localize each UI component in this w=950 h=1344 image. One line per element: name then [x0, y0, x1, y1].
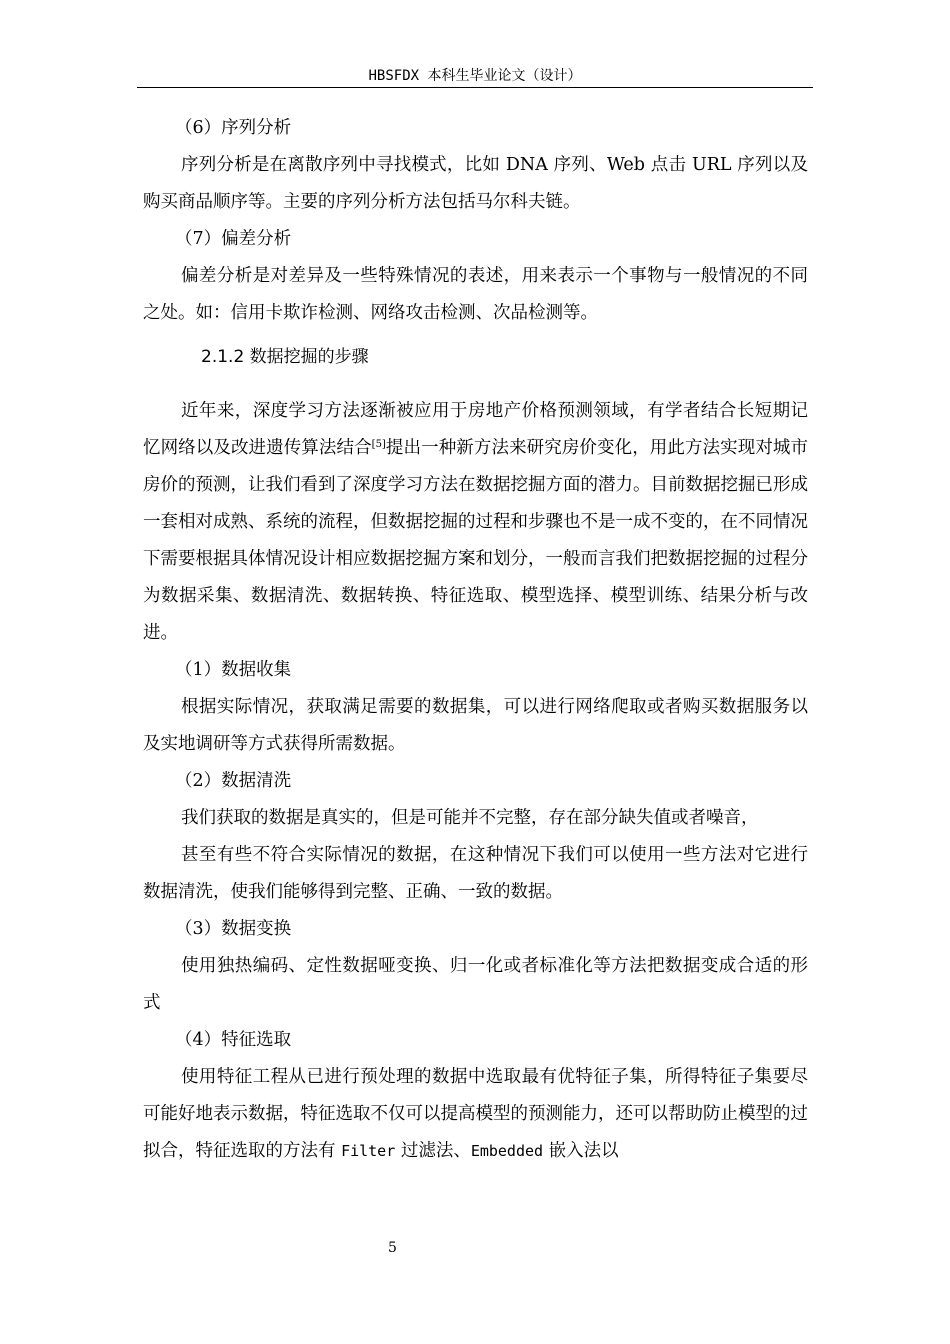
- running-header: HBSFDX 本科生毕业论文（设计）: [368, 68, 582, 84]
- paragraph-sequence: 序列分析是在离散序列中寻找模式，比如 DNA 序列、Web 点击 URL 序列以及购买商品顺序等。主要的序列分析方法包括马尔科夫链。: [143, 155, 808, 212]
- term-embedded: Embedded: [470, 1142, 544, 1160]
- paragraph-clean-2: 甚至有些不符合实际情况的数据，在这种情况下我们可以使用一些方法对它进行数据清洗，使我们能够得到完整、正确、一致的数据。: [143, 845, 808, 902]
- body-text: [143, 110, 808, 1170]
- intro-text-a: 近年来，深度学习方法逐渐被应用于房地产价格预测领域，有学者结合长短期记忆网络以及改进遗传算法结合: [143, 401, 808, 458]
- section-heading: 2.1.2 数据挖掘的步骤: [201, 347, 369, 367]
- paragraph-clean-1: 我们获取的数据是真实的，但是可能并不完整，存在部分缺失值或者噪音，: [181, 808, 759, 828]
- subsection-title-sequence: （6）序列分析: [175, 118, 292, 138]
- feature-text-b: 过滤法、: [395, 1141, 471, 1161]
- paragraph-deviation: 偏差分析是对差异及一些特殊情况的表述，用来表示一个事物与一般情况的不同之处。如：信用卡欺诈检测、网络攻击检测、次品检测等。: [143, 266, 808, 323]
- paragraph-feature: [143, 1059, 808, 1170]
- feature-text-c: 嵌入法以: [543, 1141, 619, 1161]
- feature-text-a: 使用特征工程从已进行预处理的数据中选取最有优特征子集，所得特征子集要尽可能好地表示数据，特征选取不仅可以提高模型的预测能力，还可以帮助防止模型的过拟合，特征选取的方法有: [143, 1067, 808, 1161]
- header-rule: [137, 87, 813, 88]
- term-filter: Filter: [341, 1142, 396, 1160]
- subsection-title-deviation: （7）偏差分析: [175, 229, 292, 249]
- intro-text-b: 提出一种新方法来研究房价变化，用此方法实现对城市房价的预测，让我们看到了深度学习方法在数据挖掘方面的潜力。目前数据挖掘已形成一套相对成熟、系统的流程，但数据挖掘的过程和步骤也不是一成不变的，在不同情况下需要根据具体情况设计相应数据挖掘方案和划分，一般而言我们把数据挖掘的过程分为数据采集、数据清洗、数据转换、特征选取、模型选择、模型训练、结果分析与改进。: [143, 438, 809, 643]
- subsection-title-feature: （4）特征选取: [175, 1030, 292, 1050]
- paragraph-intro: [143, 393, 808, 652]
- citation-ref: [5]: [371, 439, 386, 450]
- subsection-title-clean: （2）数据清洗: [175, 771, 292, 791]
- paragraph-collect: 根据实际情况，获取满足需要的数据集，可以进行网络爬取或者购买数据服务以及实地调研等方式获得所需数据。: [143, 697, 808, 754]
- paragraph-transform: 使用独热编码、定性数据哑变换、归一化或者标准化等方法把数据变成合适的形式: [143, 956, 808, 1013]
- subsection-title-collect: （1）数据收集: [175, 660, 292, 680]
- page-number: 5: [388, 1240, 397, 1256]
- subsection-title-transform: （3）数据变换: [175, 919, 292, 939]
